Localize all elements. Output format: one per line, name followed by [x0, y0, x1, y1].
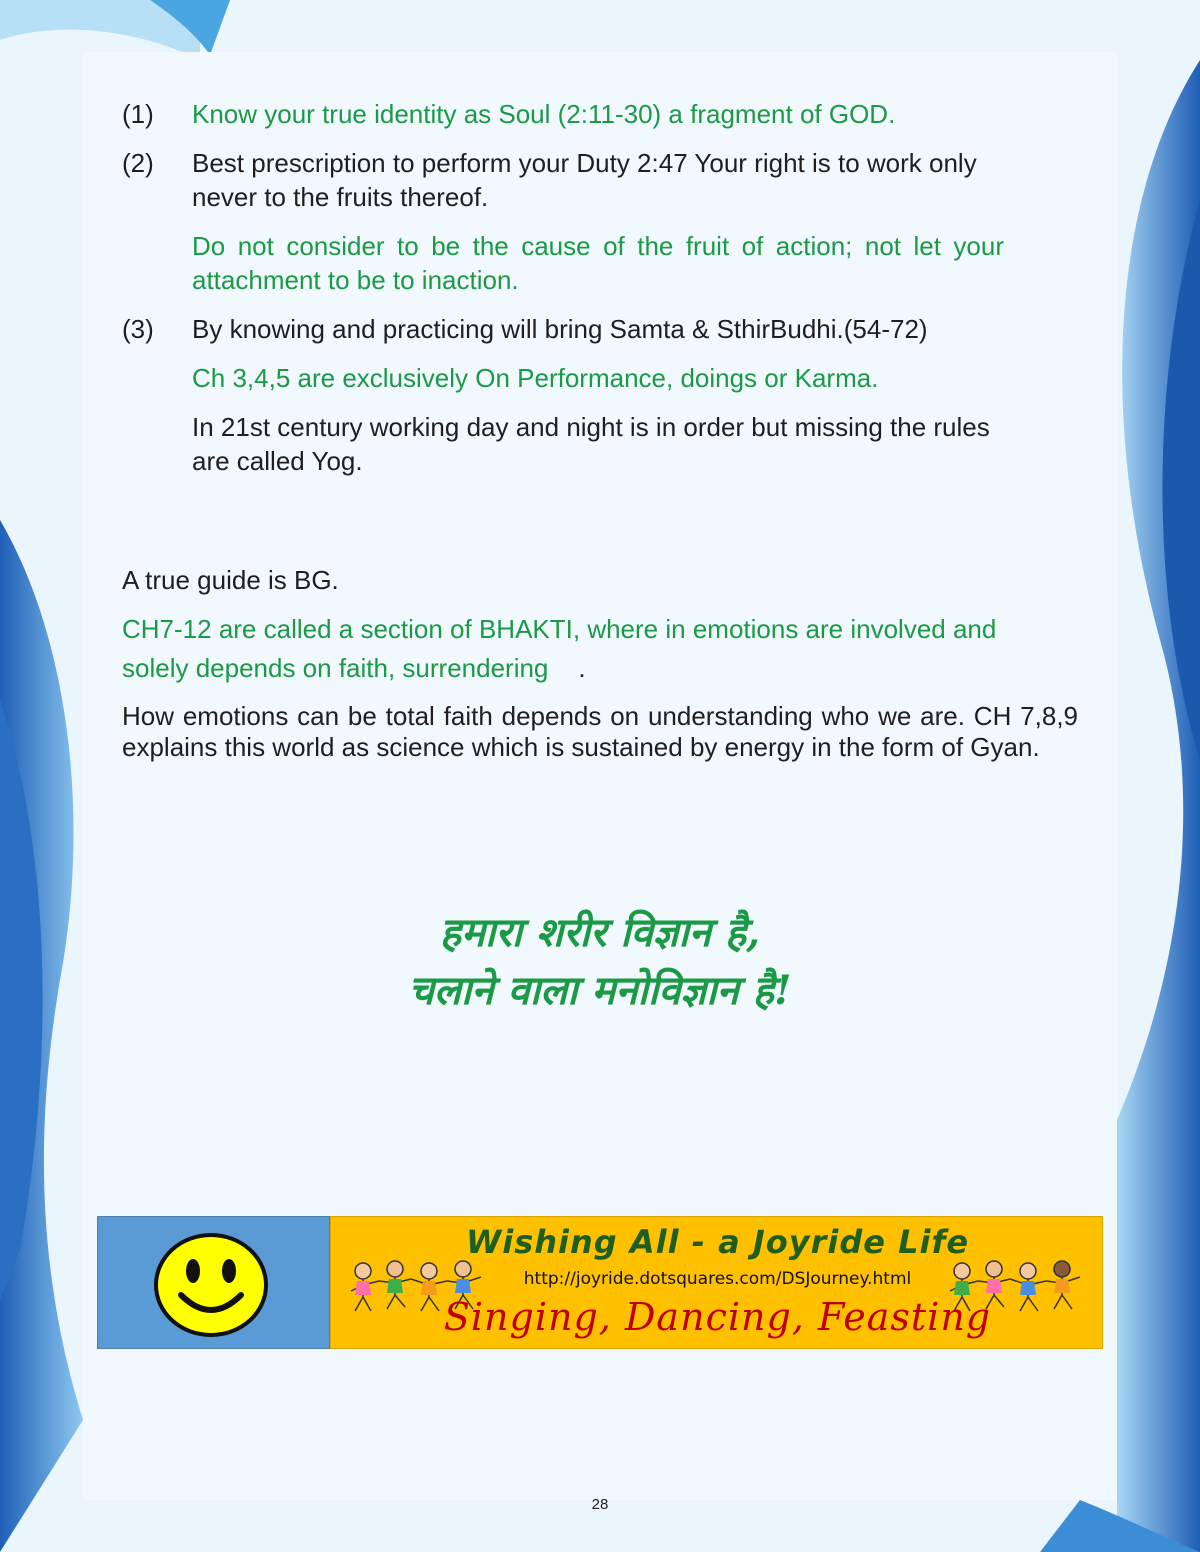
- item-3-note: Ch 3,4,5 are exclusively On Performance, doings or Karma.: [192, 363, 879, 393]
- item-3-extra: In 21st century working day and night is in order but missing the rules are called Yog.: [192, 412, 990, 476]
- banner-tagline: Singing, Dancing, Feasting: [443, 1295, 992, 1339]
- smiley-icon: [153, 1233, 269, 1337]
- bhakti-line-1: CH7-12 are called a section of BHAKTI, where in emotions are involved and: [122, 614, 997, 644]
- bhakti-line-2-text: solely depends on faith, surrendering: [122, 653, 549, 683]
- item-1-number: (1): [122, 99, 154, 129]
- item-2-number: (2): [122, 148, 154, 178]
- page-number: 28: [591, 1496, 609, 1513]
- hindi-line-2: चलाने वाला मनोविज्ञान है!: [408, 967, 792, 1014]
- item-3-number: (3): [122, 314, 154, 344]
- banner-right-panel: [330, 1216, 1103, 1349]
- bhakti-dot: .: [578, 653, 586, 683]
- emotions-paragraph: How emotions can be total faith depends on understanding who we are. CH 7,8,9 explains this world as science which is sustained by energy in the form of Gyan.: [122, 701, 1078, 762]
- item-1-text: Know your true identity as Soul (2:11-30) a fragment of GOD.: [192, 99, 896, 129]
- item-2-note: Do not consider to be the cause of the fruit of action; not let your attachment to be to inaction.: [192, 231, 1004, 295]
- item-3-text: By knowing and practicing will bring Samta & SthirBudhi.(54-72): [192, 314, 928, 344]
- banner-left-panel: [97, 1216, 330, 1349]
- joyride-banner: [97, 1216, 1103, 1349]
- banner-url-link[interactable]: http://joyride.dotsquares.com/DSJourney.html: [523, 1269, 912, 1289]
- guide-text: A true guide is BG.: [122, 565, 339, 595]
- hindi-line-1: हमारा शरीर विज्ञान है,: [439, 909, 761, 956]
- item-2-text: Best prescription to perform your Duty 2:47 Your right is to work only never to the fruits thereof.: [192, 148, 977, 212]
- banner-title: Wishing All - a Joyride Life: [465, 1223, 970, 1261]
- bhakti-line-2: [122, 651, 1078, 685]
